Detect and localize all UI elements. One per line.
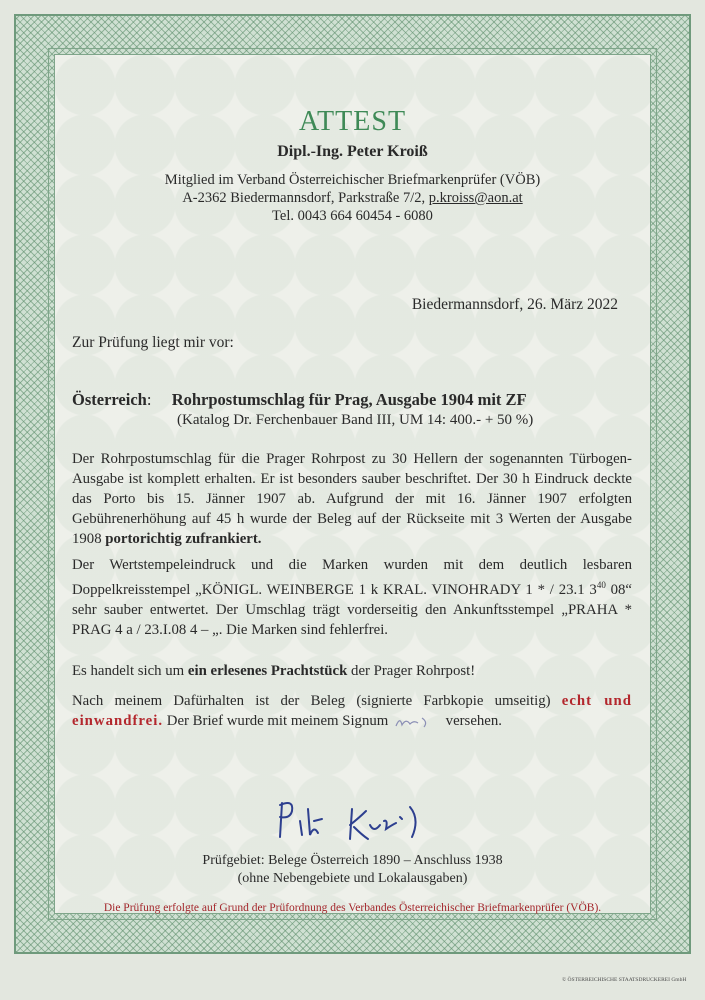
quality-prefix: Es handelt sich um: [72, 663, 188, 679]
phone-line: Tel. 0043 664 60454 - 6080: [272, 208, 433, 224]
description-paragraph: [72, 449, 632, 549]
cancellation-text-1: Der Wertstempeleindruck und die Marken wurden mit dem deutlich lesbaren Doppelkreisstempel „KÖNIGL. WEINBERGE 1 k KRAL. VINOHRADY 1 * / 23.1 3: [72, 557, 632, 598]
examination-scope-note: (ohne Nebengebiete und Lokalausgaben): [237, 871, 468, 886]
verdict-text-1: Nach meinem Dafürhalten ist der Beleg (signierte Farbkopie umseitig): [72, 693, 562, 709]
email-link[interactable]: p.kroiss@aon.at: [428, 190, 523, 206]
cancellation-superscript: 40: [596, 580, 606, 590]
verdict-genuine: echt und einwandfrei.: [72, 693, 632, 729]
cancellation-paragraph: [72, 555, 632, 640]
address-line: [0, 190, 705, 207]
subject-country: Österreich: [72, 390, 147, 409]
quality-paragraph: [72, 661, 632, 681]
description-text: Der Rohrpostumschlag für die Prager Rohrpost zu 30 Hellern der sogenannten Türbogen-Ausgabe ist komplett erhalten. Er ist besonders sauber beschriftet. Der 30 h Eindruck deckte das Porto bis 15. Jänner 1907 ab. Aufgrund der mit 16. Jänner 1907 erfolgten Gebührenerhöhung auf 45 h wurde der Beleg auf der Rückseite mit 3 Werten der Ausgabe 1908: [72, 451, 632, 547]
handwritten-signature: [270, 795, 440, 845]
membership-line: Mitglied im Verband Österreichischer Briefmarkenprüfer (VÖB): [164, 172, 541, 188]
quality-highlight: ein erlesenes Prachtstück: [187, 663, 348, 679]
postage-note: portorichtig zufrankiert.: [105, 531, 262, 547]
catalog-reference: (Katalog Dr. Ferchenbauer Band III, UM 14: 400.- + 50 %): [177, 412, 534, 428]
quality-suffix: der Prager Rohrpost!: [347, 663, 476, 679]
verdict-text-3: versehen.: [441, 713, 502, 729]
verdict-paragraph: [72, 691, 632, 731]
printer-imprint: © ÖSTERREICHISCHE STAATSDRUCKEREI GmbH: [562, 977, 687, 983]
examination-rules: Die Prüfung erfolgte auf Grund der Prüfordnung des Verbandes Österreichischer Briefmarkenprüfer (VÖB).: [103, 902, 602, 914]
subject-line: [72, 390, 527, 410]
examination-scope: Prüfgebiet: Belege Österreich 1890 – Anschluss 1938: [202, 853, 503, 868]
subject-colon: :: [146, 390, 152, 409]
date-line: Biedermannsdorf, 26. März 2022: [411, 296, 618, 313]
subject-item: Rohrpostumschlag für Prag, Ausgabe 1904 mit ZF: [171, 390, 527, 409]
signum-icon: [392, 714, 442, 730]
cancellation-text-2: 08“ sehr sauber entwertet. Der Umschlag trägt vorderseitig den Ankunftsstempel „PRAHA * PRAG 4 a / 23.I.08 4 – „. Die Marken sind fehlerfrei.: [72, 581, 632, 638]
page-title: ATTEST: [298, 106, 407, 137]
intro-text: Zur Prüfung liegt mir vor:: [72, 334, 234, 351]
verdict-text-2: Der Brief wurde mit meinem Signum: [163, 713, 392, 729]
examiner-name: Dipl.-Ing. Peter Kroiß: [277, 143, 428, 160]
address-text: A-2362 Biedermannsdorf, Parkstraße 7/2,: [182, 190, 429, 206]
